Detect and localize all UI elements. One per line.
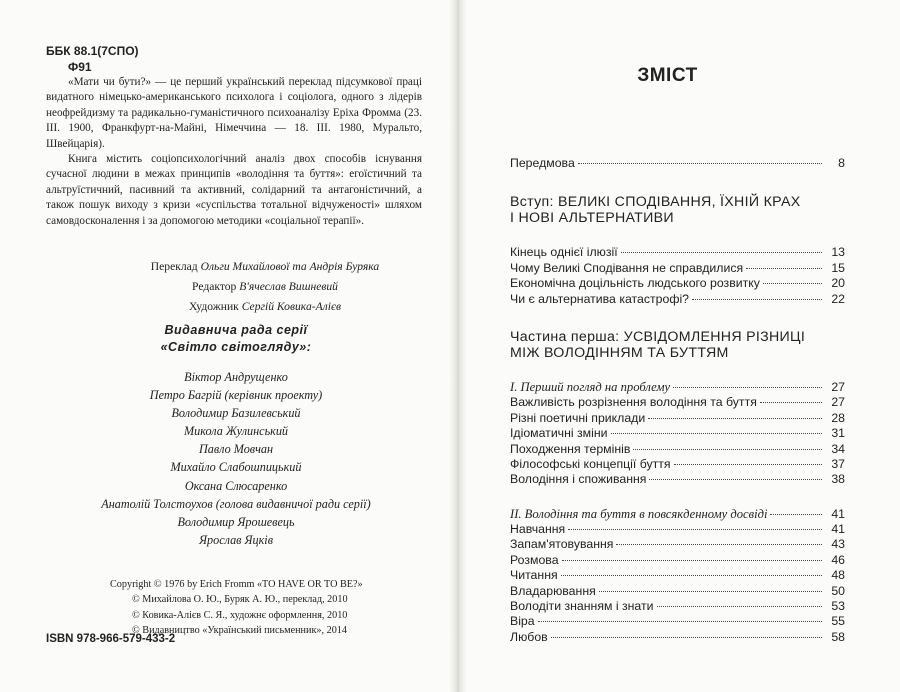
toc-entry: Важливість розрізнення володіння та буття 27 xyxy=(510,395,845,410)
bbk-code: ББК 88.1(7СПО) xyxy=(46,44,139,58)
council-member: Михайло Слабошпицький xyxy=(170,460,302,475)
copyright-line: © Ковика-Алієв С. Я., художнє оформлення, 2010 xyxy=(132,609,348,621)
copyright-line: © Видавництво «Український письменник», 2014 xyxy=(132,625,347,637)
translation-credit: Переклад Ольги Михайлової та Андрія Буряка xyxy=(150,260,380,273)
toc-entry: Чому Великі Сподівання не справдилися 15 xyxy=(510,260,845,275)
artist: Сергій Ковика-Алієв xyxy=(241,300,342,313)
toc-entry: Філософські концепції буття 37 xyxy=(510,456,845,471)
toc-entry: Читання 48 xyxy=(510,568,845,583)
council-member: Володимир Ярошевець xyxy=(177,514,295,529)
toc-entry: Різні поетичні приклади 28 xyxy=(510,410,845,425)
toc-entry: Навчання 41 xyxy=(510,522,845,537)
translators: Ольги Михайлової та Андрія Буряка xyxy=(200,260,380,273)
toc-entry xyxy=(510,156,845,171)
council-member: Віктор Андрущенко xyxy=(184,370,288,384)
toc-entry-title: Передмова xyxy=(510,156,575,170)
toc-entry-page: 8 xyxy=(838,156,845,170)
council-member: Ярослав Яцків xyxy=(199,532,273,547)
section-heading-intro: Вступ: ВЕЛИКІ СПОДІВАННЯ, ЇХНІЙ КРАХ І НОВІ АЛЬТЕРНАТИВИ xyxy=(510,194,801,227)
editor: В'ячеслав Вишневий xyxy=(239,280,338,293)
table-of-contents xyxy=(510,156,845,645)
toc-entry: Чи є альтернатива катастрофі? 22 xyxy=(510,291,845,306)
toc-title: ЗМІСТ xyxy=(637,65,698,86)
annotation-paragraph: Книга містить соціопсихологічний аналіз двох способів існування сучасної людини в межах принципів «володіння та буття»: егоїстичний та альтруїстичний, пасивний та активний, солідарний та антагоністичний, а також пошук виходу з кризи «суспільства тотальної відчуженості» шляхом самовдосконалення і за допомогою методики «соціальної терапії». xyxy=(46,153,422,227)
annotation xyxy=(46,75,422,229)
toc-chapter: ІІ. Володіння та буття в повсякденному досвіді 41 xyxy=(510,506,845,521)
council-member: Анатолій Толстоухов (голова видавничої ради серії) xyxy=(101,496,371,511)
toc-chapter: І. Перший погляд на проблему 27 xyxy=(510,379,845,394)
annotation-paragraph: «Мати чи бути?» — це перший український переклад підсумкової праці видатного німецько-американського психолога і соціолога, одного з лідерів неофрейдизму та радикально-гуманістичного психоаналізу Еріха Фромма (23. III. 1900, Франкфурт-на-Майні, Німеччина — 18. III. 1980, Муральто, Швейцарія). xyxy=(46,76,422,150)
toc-entry: Володіти знанням і знати 53 xyxy=(510,599,845,614)
council-member: Оксана Слюсаренко xyxy=(184,478,288,493)
section-heading-part1: Частина перша: УСВІДОМЛЕННЯ РІЗНИЦІ МІЖ ВОЛОДІННЯМ ТА БУТТЯМ xyxy=(510,328,806,361)
council-member: Микола Жулинський xyxy=(183,424,289,439)
council-title: Видавнича рада серії «Світло світогляду»: xyxy=(160,323,312,354)
council-member: Павло Мовчан xyxy=(198,442,274,457)
credits xyxy=(100,257,430,317)
toc-entry: Запам'ятовування 43 xyxy=(510,537,845,552)
classification-codes xyxy=(46,43,139,75)
editorial-council xyxy=(46,322,426,549)
toc-entry: Кінець однієї ілюзії 13 xyxy=(510,245,845,260)
toc-entry: Віра 55 xyxy=(510,614,845,629)
toc-entry: Розмова 46 xyxy=(510,552,845,567)
copyright-line: Copyright © 1976 by Erich Fromm «TO HAVE OR TO BE?» xyxy=(110,579,363,590)
council-members xyxy=(46,368,426,549)
artist-credit: Художник Сергій Ковика-Алієв xyxy=(188,300,342,313)
editor-credit: Редактор В'ячеслав Вишневий xyxy=(192,280,338,293)
right-page xyxy=(460,0,900,692)
toc-entry: Економічна доцільність людського розвитку 20 xyxy=(510,276,845,291)
isbn: ISBN 978-966-579-433-2 xyxy=(46,633,176,645)
toc-entry: Любов 58 xyxy=(510,629,845,644)
index-code: Ф91 xyxy=(68,60,92,74)
toc-entry: Ідіоматичні зміни 31 xyxy=(510,426,845,441)
toc-entry: Владарювання 50 xyxy=(510,583,845,598)
toc-entry: Володіння і споживання 38 xyxy=(510,472,845,487)
council-member: Петро Багрій (керівник проекту) xyxy=(149,388,323,403)
copyright-line: © Михайлова О. Ю., Буряк А. Ю., переклад, 2010 xyxy=(132,594,348,606)
council-member: Володимир Базилевський xyxy=(171,406,301,421)
toc-entry: Походження термінів 34 xyxy=(510,441,845,456)
copyright-block xyxy=(110,577,440,639)
